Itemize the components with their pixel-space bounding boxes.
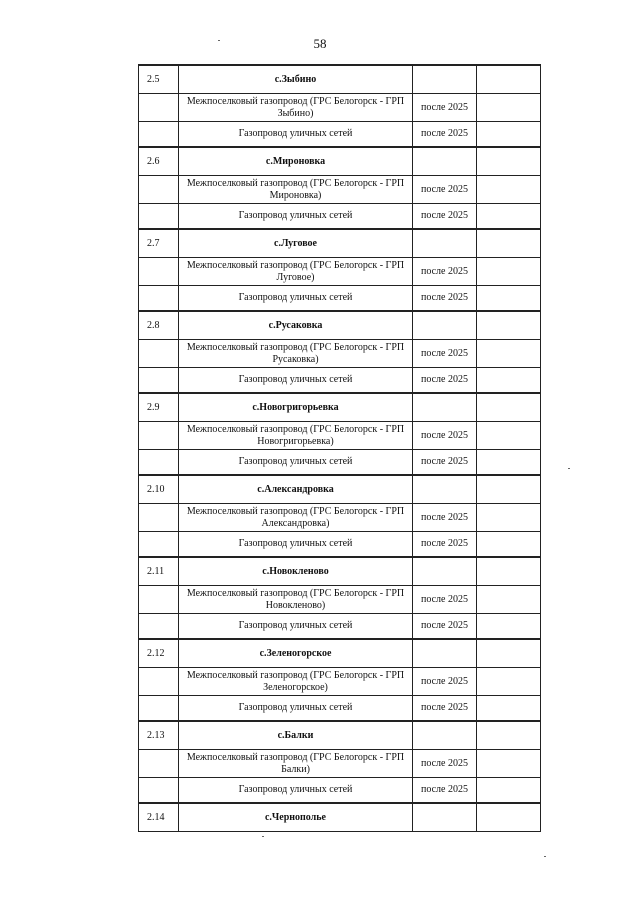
row-number: 2.10 [139, 475, 179, 504]
settlement-name: с.Мироновка [179, 147, 413, 176]
pipeline-name: Межпоселковый газопровод (ГРС Белогорск - ГРП Зеленогорское) [179, 668, 413, 696]
row-number: 2.7 [139, 229, 179, 258]
period-cell: после 2025 [413, 176, 477, 204]
intersettlement-pipeline-row [139, 422, 541, 450]
row-number [139, 204, 179, 230]
empty-cell [477, 393, 541, 422]
pipeline-name: Межпоселковый газопровод (ГРС Белогорск - ГРП Мироновка) [179, 176, 413, 204]
pipeline-name: Газопровод уличных сетей [179, 778, 413, 804]
period-cell: после 2025 [413, 668, 477, 696]
row-number: 2.14 [139, 803, 179, 832]
empty-cell [477, 147, 541, 176]
pipeline-name: Газопровод уличных сетей [179, 614, 413, 640]
scan-speck [262, 836, 264, 837]
settlement-name: с.Александровка [179, 475, 413, 504]
scan-speck [218, 40, 220, 41]
empty-cell [477, 614, 541, 640]
intersettlement-pipeline-row [139, 504, 541, 532]
period-cell [413, 65, 477, 94]
settlement-name: с.Чернополье [179, 803, 413, 832]
pipeline-name: Межпоселковый газопровод (ГРС Белогорск - ГРП Александровка) [179, 504, 413, 532]
street-network-row [139, 532, 541, 558]
empty-cell [477, 778, 541, 804]
settlement-name: с.Зеленогорское [179, 639, 413, 668]
pipeline-name: Межпоселковый газопровод (ГРС Белогорск - ГРП Новогригорьевка) [179, 422, 413, 450]
empty-cell [477, 721, 541, 750]
row-number [139, 258, 179, 286]
period-cell [413, 311, 477, 340]
empty-cell [477, 422, 541, 450]
settlement-row [139, 393, 541, 422]
scan-speck [568, 468, 570, 469]
settlement-name: с.Балки [179, 721, 413, 750]
settlement-row [139, 475, 541, 504]
street-network-row [139, 696, 541, 722]
empty-cell [477, 311, 541, 340]
empty-cell [477, 340, 541, 368]
period-cell: после 2025 [413, 532, 477, 558]
pipeline-name: Межпоселковый газопровод (ГРС Белогорск - ГРП Новокленово) [179, 586, 413, 614]
row-number [139, 668, 179, 696]
empty-cell [477, 668, 541, 696]
row-number [139, 532, 179, 558]
settlement-row [139, 803, 541, 832]
empty-cell [477, 122, 541, 148]
row-number [139, 504, 179, 532]
period-cell [413, 147, 477, 176]
row-number [139, 94, 179, 122]
street-network-row [139, 368, 541, 394]
pipeline-name: Газопровод уличных сетей [179, 368, 413, 394]
row-number: 2.5 [139, 65, 179, 94]
empty-cell [477, 176, 541, 204]
period-cell [413, 229, 477, 258]
period-cell [413, 557, 477, 586]
pipeline-name: Межпоселковый газопровод (ГРС Белогорск - ГРП Луговое) [179, 258, 413, 286]
settlement-row [139, 639, 541, 668]
period-cell [413, 475, 477, 504]
intersettlement-pipeline-row [139, 94, 541, 122]
empty-cell [477, 696, 541, 722]
empty-cell [477, 286, 541, 312]
row-number: 2.12 [139, 639, 179, 668]
period-cell: после 2025 [413, 204, 477, 230]
row-number [139, 286, 179, 312]
street-network-row [139, 778, 541, 804]
pipeline-name: Газопровод уличных сетей [179, 532, 413, 558]
empty-cell [477, 639, 541, 668]
settlement-name: с.Русаковка [179, 311, 413, 340]
pipeline-name: Газопровод уличных сетей [179, 696, 413, 722]
empty-cell [477, 586, 541, 614]
street-network-row [139, 450, 541, 476]
period-cell: после 2025 [413, 778, 477, 804]
period-cell: после 2025 [413, 368, 477, 394]
empty-cell [477, 557, 541, 586]
row-number [139, 450, 179, 476]
empty-cell [477, 750, 541, 778]
intersettlement-pipeline-row [139, 340, 541, 368]
street-network-row [139, 204, 541, 230]
empty-cell [477, 803, 541, 832]
street-network-row [139, 122, 541, 148]
period-cell [413, 721, 477, 750]
row-number [139, 586, 179, 614]
row-number [139, 176, 179, 204]
pipeline-name: Межпоселковый газопровод (ГРС Белогорск - ГРП Русаковка) [179, 340, 413, 368]
period-cell: после 2025 [413, 122, 477, 148]
empty-cell [477, 229, 541, 258]
street-network-row [139, 286, 541, 312]
period-cell: после 2025 [413, 94, 477, 122]
pipeline-name: Газопровод уличных сетей [179, 122, 413, 148]
settlement-name: с.Зыбино [179, 65, 413, 94]
period-cell: после 2025 [413, 750, 477, 778]
row-number: 2.9 [139, 393, 179, 422]
empty-cell [477, 475, 541, 504]
empty-cell [477, 94, 541, 122]
settlement-row [139, 311, 541, 340]
row-number [139, 696, 179, 722]
period-cell: после 2025 [413, 422, 477, 450]
empty-cell [477, 368, 541, 394]
empty-cell [477, 204, 541, 230]
row-number [139, 614, 179, 640]
pipeline-name: Межпоселковый газопровод (ГРС Белогорск - ГРП Зыбино) [179, 94, 413, 122]
row-number [139, 778, 179, 804]
period-cell [413, 393, 477, 422]
settlement-row [139, 147, 541, 176]
empty-cell [477, 532, 541, 558]
intersettlement-pipeline-row [139, 258, 541, 286]
row-number: 2.6 [139, 147, 179, 176]
empty-cell [477, 65, 541, 94]
period-cell: после 2025 [413, 340, 477, 368]
empty-cell [477, 258, 541, 286]
scan-speck [544, 856, 546, 857]
row-number [139, 750, 179, 778]
pipeline-name: Газопровод уличных сетей [179, 450, 413, 476]
period-cell: после 2025 [413, 504, 477, 532]
row-number [139, 422, 179, 450]
period-cell [413, 803, 477, 832]
intersettlement-pipeline-row [139, 750, 541, 778]
row-number: 2.13 [139, 721, 179, 750]
pipeline-name: Газопровод уличных сетей [179, 204, 413, 230]
period-cell [413, 639, 477, 668]
intersettlement-pipeline-row [139, 586, 541, 614]
settlement-row [139, 557, 541, 586]
empty-cell [477, 450, 541, 476]
gas-pipeline-table [138, 64, 541, 832]
period-cell: после 2025 [413, 286, 477, 312]
settlement-name: с.Новокленово [179, 557, 413, 586]
settlement-row [139, 229, 541, 258]
intersettlement-pipeline-row [139, 668, 541, 696]
period-cell: после 2025 [413, 696, 477, 722]
settlement-name: с.Луговое [179, 229, 413, 258]
settlement-row [139, 65, 541, 94]
period-cell: после 2025 [413, 258, 477, 286]
intersettlement-pipeline-row [139, 176, 541, 204]
period-cell: после 2025 [413, 586, 477, 614]
settlement-row [139, 721, 541, 750]
row-number [139, 340, 179, 368]
row-number [139, 122, 179, 148]
empty-cell [477, 504, 541, 532]
pipeline-name: Газопровод уличных сетей [179, 286, 413, 312]
period-cell: после 2025 [413, 614, 477, 640]
pipeline-name: Межпоселковый газопровод (ГРС Белогорск - ГРП Балки) [179, 750, 413, 778]
table-body [139, 65, 541, 832]
street-network-row [139, 614, 541, 640]
row-number: 2.8 [139, 311, 179, 340]
period-cell: после 2025 [413, 450, 477, 476]
settlement-name: с.Новогригорьевка [179, 393, 413, 422]
page-number: 58 [313, 36, 327, 51]
row-number: 2.11 [139, 557, 179, 586]
row-number [139, 368, 179, 394]
